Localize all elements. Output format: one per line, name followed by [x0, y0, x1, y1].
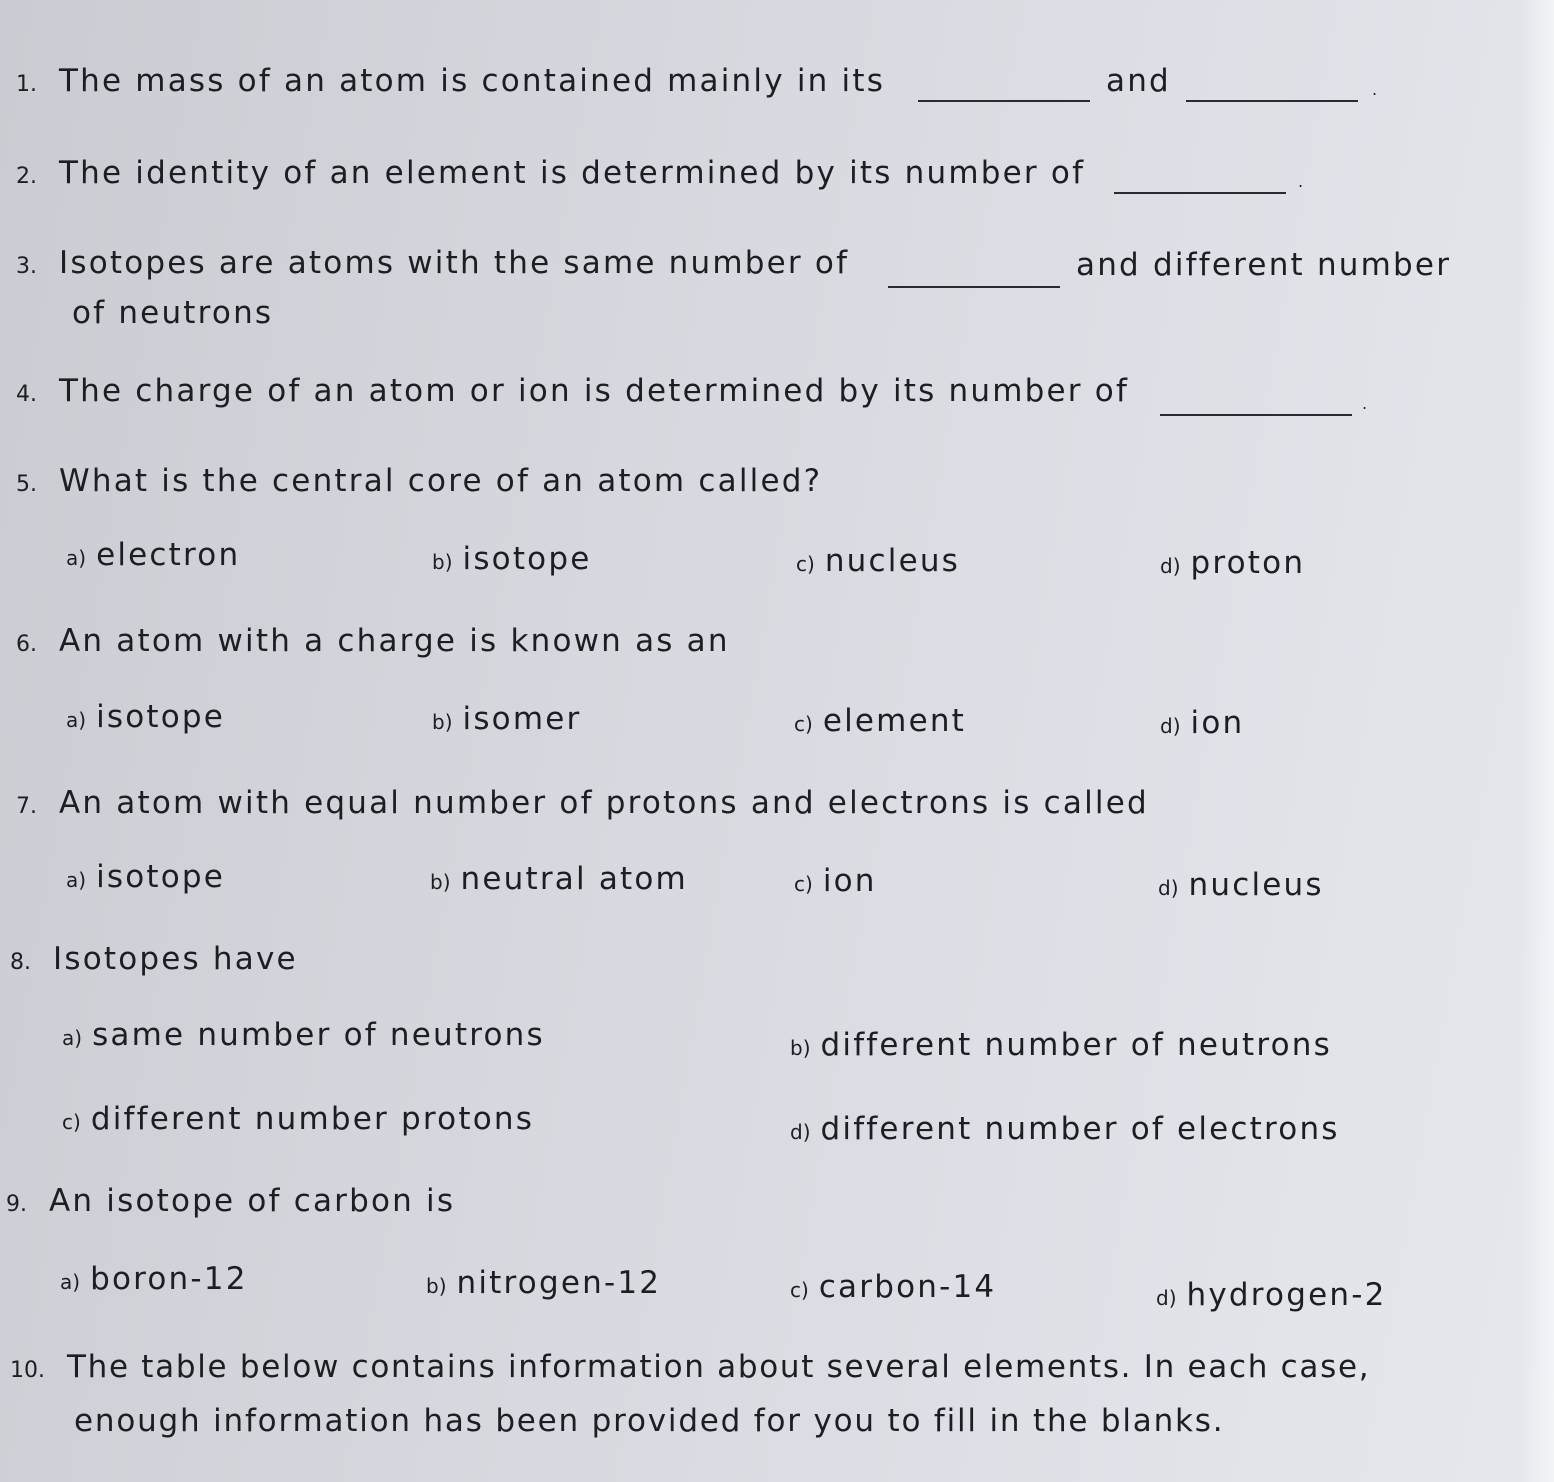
option-6b[interactable]	[432, 701, 582, 737]
option-text: boron-12	[90, 1261, 248, 1297]
option-9a[interactable]	[60, 1261, 248, 1297]
question-text-wrap: of neutrons	[72, 295, 274, 331]
option-letter: a)	[66, 708, 87, 732]
option-5c[interactable]	[796, 543, 961, 579]
option-letter: a)	[66, 868, 87, 892]
option-text: ion	[1190, 705, 1245, 741]
question-number: 2.	[16, 164, 37, 189]
option-letter: b)	[430, 870, 451, 894]
option-letter: d)	[1158, 876, 1179, 900]
option-6a[interactable]	[66, 699, 226, 735]
question-6	[16, 623, 730, 659]
question-text: The charge of an atom or ion is determined by its number of	[59, 373, 1130, 409]
period: .	[1298, 172, 1306, 191]
question-text: Isotopes are atoms with the same number of	[59, 245, 850, 281]
option-letter: b)	[432, 710, 453, 734]
option-letter: d)	[1160, 554, 1181, 578]
answer-blank-4[interactable]	[1160, 410, 1352, 416]
option-5a[interactable]	[66, 537, 241, 573]
option-6d[interactable]	[1160, 705, 1245, 741]
option-letter: d)	[1160, 714, 1181, 738]
option-letter: b)	[432, 550, 453, 574]
question-text-connector: and	[1106, 63, 1171, 99]
option-text: isotope	[462, 541, 592, 577]
option-text: different number of electrons	[820, 1111, 1340, 1147]
option-text: different number of neutrons	[820, 1027, 1333, 1063]
option-5d[interactable]	[1160, 545, 1306, 581]
option-text: hydrogen-2	[1186, 1277, 1387, 1313]
question-number: 6.	[16, 632, 37, 657]
option-letter: b)	[790, 1036, 811, 1060]
option-8d[interactable]	[790, 1111, 1340, 1147]
option-letter: c)	[794, 712, 813, 736]
option-text: isomer	[462, 701, 582, 737]
answer-blank-3[interactable]	[888, 282, 1060, 288]
option-9c[interactable]	[790, 1269, 997, 1305]
question-text: An isotope of carbon is	[49, 1183, 456, 1219]
question-3	[16, 245, 850, 281]
period: .	[1362, 394, 1370, 413]
question-number: 9.	[6, 1192, 27, 1217]
question-number: 10.	[10, 1358, 45, 1383]
option-7a[interactable]	[66, 859, 226, 895]
option-7b[interactable]	[430, 861, 688, 897]
question-text: The table below contains information about several elements. In each case,	[67, 1349, 1371, 1385]
option-letter: c)	[62, 1110, 81, 1134]
option-text: different number protons	[90, 1101, 535, 1137]
option-letter: a)	[66, 546, 87, 570]
option-9d[interactable]	[1156, 1277, 1387, 1313]
option-text: isotope	[96, 859, 226, 895]
question-text: Isotopes have	[53, 941, 298, 977]
question-text-continued: and different number	[1076, 247, 1452, 283]
option-text: electron	[96, 537, 241, 573]
option-text: same number of neutrons	[92, 1017, 545, 1053]
option-letter: a)	[62, 1026, 83, 1050]
question-5	[16, 463, 823, 499]
question-text: An atom with a charge is known as an	[59, 623, 730, 659]
answer-blank-1a[interactable]	[918, 96, 1090, 102]
question-2	[16, 155, 1086, 191]
option-text: neutral atom	[460, 861, 688, 897]
period: .	[1372, 80, 1380, 99]
question-text: The mass of an atom is contained mainly in its	[59, 63, 886, 99]
question-number: 3.	[16, 254, 37, 279]
option-7d[interactable]	[1158, 867, 1324, 903]
option-text: proton	[1190, 545, 1306, 581]
option-text: nucleus	[824, 543, 961, 579]
question-7	[16, 785, 1149, 821]
option-text: carbon-14	[818, 1269, 997, 1305]
question-number: 5.	[16, 472, 37, 497]
question-text: What is the central core of an atom called?	[59, 463, 823, 499]
question-8	[10, 941, 298, 977]
question-10	[10, 1349, 1371, 1385]
option-letter: c)	[796, 552, 815, 576]
question-4	[16, 373, 1130, 409]
option-letter: d)	[1156, 1286, 1177, 1310]
question-text: The identity of an element is determined by its number of	[59, 155, 1086, 191]
page-edge-highlight	[1520, 0, 1554, 1482]
option-5b[interactable]	[432, 541, 592, 577]
option-letter: c)	[794, 872, 813, 896]
option-9b[interactable]	[426, 1265, 662, 1301]
option-text: isotope	[96, 699, 226, 735]
option-letter: d)	[790, 1120, 811, 1144]
question-number: 4.	[16, 382, 37, 407]
option-8c[interactable]	[62, 1101, 535, 1137]
option-text: nitrogen-12	[456, 1265, 662, 1301]
question-number: 8.	[10, 950, 31, 975]
option-letter: b)	[426, 1274, 447, 1298]
option-8b[interactable]	[790, 1027, 1333, 1063]
answer-blank-2[interactable]	[1114, 188, 1286, 194]
question-9	[6, 1183, 456, 1219]
option-8a[interactable]	[62, 1017, 545, 1053]
question-text-wrap: enough information has been provided for you to fill in the blanks.	[74, 1403, 1225, 1439]
question-number: 7.	[16, 794, 37, 819]
option-6c[interactable]	[794, 703, 967, 739]
option-7c[interactable]	[794, 863, 877, 899]
answer-blank-1b[interactable]	[1186, 96, 1358, 102]
question-number: 1.	[16, 72, 37, 97]
option-letter: c)	[790, 1278, 809, 1302]
question-1	[16, 63, 886, 99]
option-letter: a)	[60, 1270, 81, 1294]
option-text: element	[822, 703, 967, 739]
option-text: ion	[822, 863, 877, 899]
option-text: nucleus	[1188, 867, 1324, 903]
question-text: An atom with equal number of protons and electrons is called	[59, 785, 1149, 821]
